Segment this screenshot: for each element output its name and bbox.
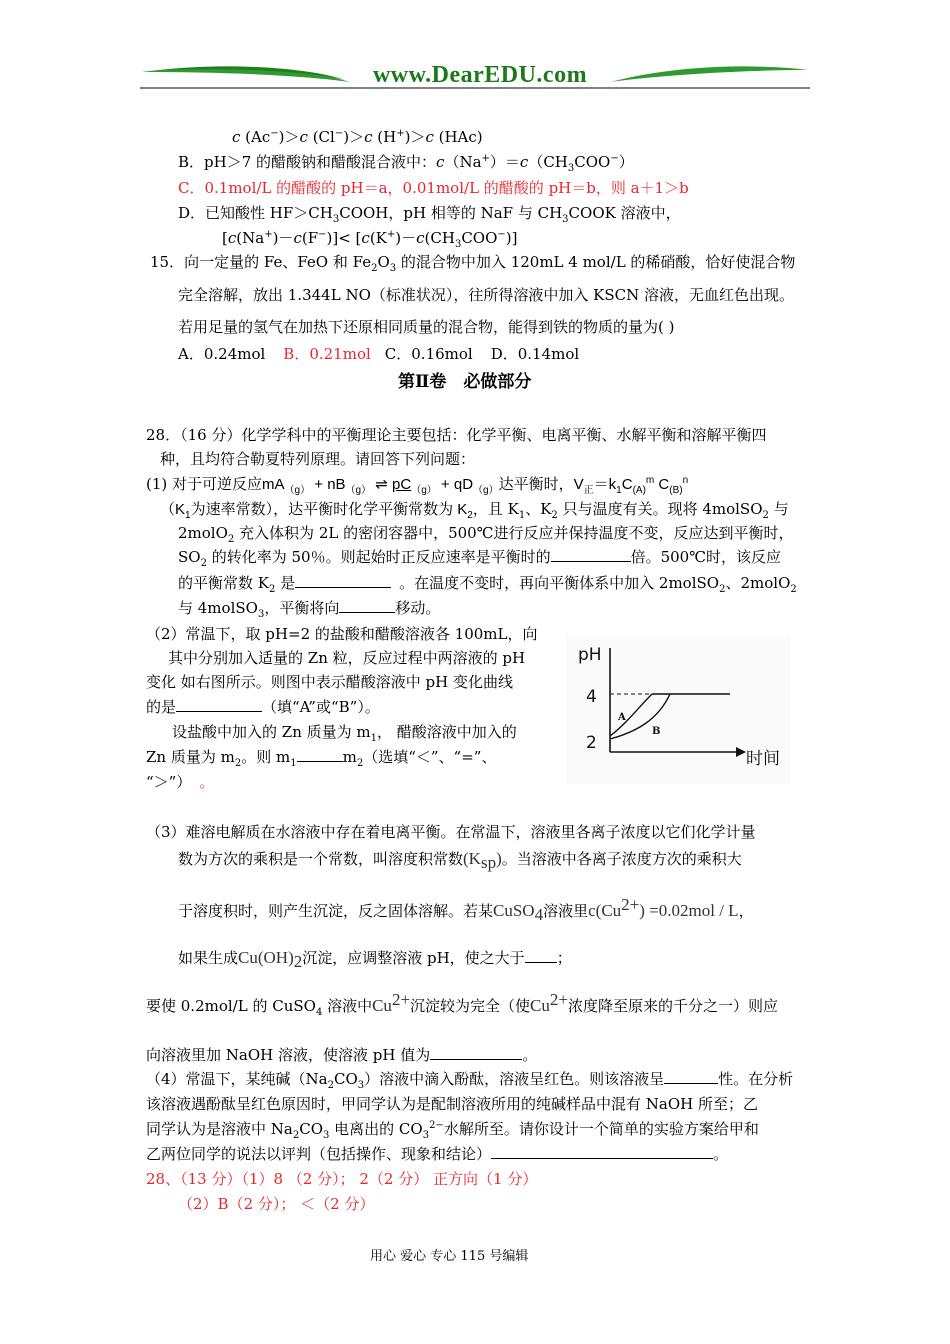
q28-p3-line1: （3）难溶电解质在水溶液中存在着电离平衡。在常温下，溶液里各离子浓度以它们化学计量 bbox=[146, 823, 756, 841]
site-logo-text: www.DearEDU.com bbox=[372, 62, 588, 88]
right-swoosh bbox=[610, 66, 808, 82]
y-tick-2: 2 bbox=[586, 733, 597, 753]
q15-option-c: C．0.16mol bbox=[384, 345, 473, 363]
x-axis-label: 时间 bbox=[746, 749, 780, 769]
q28-p2-line6: Zn 质量为 $m_2$。则 $m_1$ $m_2$（选填“＜”、“=”、 bbox=[146, 748, 497, 769]
y-axis-label: pH bbox=[578, 645, 602, 665]
q28-p1-line6: 与 4molSO$_3$，平衡将向 移动。 bbox=[178, 599, 441, 620]
q15-option-d: D．0.14mol bbox=[490, 345, 580, 363]
q28-p1-line1: (1) 对于可逆反应$mA_{(g)} + nB_{(g)}$ ⇌ $pC_{(g)} + qD_{(g)}$达平衡时，$V_正=k_1C_{(A)}^m$ $C_{(B)}^n$ bbox=[146, 475, 689, 496]
header-banner bbox=[140, 60, 810, 94]
q28-p3-line2: 数为方次的乘积是一个常数，叫溶度积常数$(K_{sp})$。当溶液中各离子浓度方次的乘积大 bbox=[178, 849, 742, 872]
blank-rate-ratio[interactable] bbox=[551, 547, 631, 562]
q28-p3-line5: 要使 0.2mol/L 的 CuSO$_4$ 溶液中$Cu^{2+}$沉淀较为完全（使$Cu^{2+}$浓度降至原来的千分之一）则应 bbox=[146, 990, 778, 1018]
curve-label-a: A bbox=[618, 712, 626, 723]
q15-line2: 完全溶解，放出 1.344L NO（标准状况），往所得溶液中加入 KSCN 溶液，无血红色出现。 bbox=[178, 286, 794, 304]
q28-p1-line2: （$K_1$为速率常数），达平衡时化学平衡常数为 $K_2$，且 $K_1$、$K_2$ 只与温度有关。现将 4molSO$_2$ 与 bbox=[160, 500, 789, 521]
q28-p3-line4: 如果生成$Cu(OH)_2$沉淀，应调整溶液 pH，使之大于 ； bbox=[178, 948, 572, 971]
q15-option-b: B．0.21mol bbox=[283, 345, 371, 363]
y-tick-4: 4 bbox=[586, 687, 597, 707]
blank-ph-min[interactable] bbox=[525, 948, 557, 963]
q14-option-b: B．pH＞7 的醋酸钠和醋酸混合液中：$c(Na^+)=c(CH_3COO^-)$ bbox=[178, 153, 634, 174]
blank-curve[interactable] bbox=[176, 697, 262, 712]
page-footer: 用心 爱心 专心 115 号编辑 bbox=[370, 1249, 529, 1264]
section-title: 第Ⅱ卷 必做部分 bbox=[398, 372, 532, 392]
ph-graph bbox=[566, 636, 790, 784]
q28-p4-line4: 乙两位同学的说法以评判（包括操作、现象和结论） 。 bbox=[146, 1145, 729, 1163]
curve-label-b: B bbox=[652, 726, 661, 737]
q28-p1-line5: 的平衡常数 $K_2$ 是 。在温度不变时，再向平衡体系中加入 2molSO$_2$、2molO$_2$ bbox=[178, 574, 797, 595]
q14-option-d-cont: $[c(Na^+)-c(F^-)]< [c(K^+)-c(CH_3COO^-)]$ bbox=[222, 229, 518, 250]
q28-p4-line3: 同学认为是溶液中 $Na_2CO_3$ 电离出的 $CO_3^{2-}$水解所至。请你设计一个简单的实验方案给甲和 bbox=[146, 1120, 759, 1141]
q28-p3-line6: 向溶液里加 NaOH 溶液，使溶液 pH 值为 。 bbox=[146, 1046, 538, 1064]
x-axis-arrow bbox=[736, 747, 746, 757]
q15-options bbox=[178, 344, 579, 364]
q28-p2-line1: （2）常温下，取 pH=2 的盐酸和醋酸溶液各 100mL，向 bbox=[146, 625, 538, 643]
q28-p4-line1: （4）常温下，某纯碱$(Na_2CO_3)$溶液中滴入酚酞，溶液呈红色。则该溶液呈 性。在分析 bbox=[146, 1070, 794, 1091]
curve-a bbox=[610, 694, 652, 736]
q14-option-c: C．0.1mol/L 的醋酸的 pH＝a，0.01mol/L 的醋酸的 pH＝b，则 a＋1＞b bbox=[178, 179, 689, 197]
q15-line3: 若用足量的氢气在加热下还原相同质量的混合物，能得到铁的物质的量为( ) bbox=[178, 318, 675, 336]
blank-mass-compare[interactable] bbox=[297, 747, 343, 762]
q28-p2-line7: “＞”） 。 bbox=[146, 773, 215, 791]
blank-shift-direction[interactable] bbox=[339, 598, 395, 613]
blank-experiment[interactable] bbox=[491, 1144, 713, 1159]
q28-p2-line5: 设盐酸中加入的 Zn 质量为 $m_1$， 醋酸溶液中加入的 bbox=[172, 723, 517, 744]
q15-line1: 15．向一定量的 Fe、FeO 和 $Fe_2O_3$ 的混合物中加入 120mL 4 mol/L 的稀硝酸，恰好使混合物 bbox=[150, 253, 796, 274]
q28-intro-1: 28．（16 分）化学学科中的平衡理论主要包括：化学平衡、电离平衡、水解平衡和溶解平衡四 bbox=[146, 426, 767, 444]
ph-graph-svg bbox=[566, 636, 790, 784]
q14-a-cont: c (Ac−)＞c (Cl−)＞c (H+)＞c (HAc) bbox=[232, 128, 483, 146]
q28-p1-line4: $SO_2$ 的转化率为 50％。则起始时正反应速率是平衡时的 倍。500℃时，该反应 bbox=[178, 548, 782, 569]
q28-p1-line3: 2molO$_2$ 充入体积为 2L 的密闭容器中，500℃进行反应并保持温度不变，反应达到平衡时， bbox=[178, 524, 794, 545]
q28-p2-line3: 变化 如右图所示。则图中表示醋酸溶液中 pH 变化曲线 bbox=[146, 673, 513, 691]
q28-intro-2: 种，且均符合勒夏特列原理。请回答下列问题： bbox=[160, 450, 476, 468]
q28-p2-line2: 其中分别加入适量的 Zn 粒，反应过程中两溶液的 pH bbox=[168, 649, 526, 667]
blank-k2[interactable] bbox=[295, 573, 391, 588]
q28-p4-line2: 该溶液遇酚酞呈红色原因时，甲同学认为是配制溶液所用的纯碱样品中混有 NaOH 所至；乙 bbox=[146, 1095, 758, 1113]
q28-p2-line4: 的是 （填“A”或“B”）。 bbox=[146, 698, 380, 716]
q14-option-d: D．已知酸性 $HF>CH_3COOH$，pH 相等的 NaF 与 $CH_3COOK$ 溶液中， bbox=[178, 204, 681, 225]
q15-option-a: A．0.24mol bbox=[178, 345, 266, 363]
answer-line-1: 28、（13 分）（1）8 （2 分）； 2（2 分） 正方向（1 分） bbox=[146, 1170, 538, 1188]
blank-acid-base[interactable] bbox=[664, 1069, 718, 1084]
q28-p3-line3: 于溶度积时，则产生沉淀，反之固体溶解。若某CuSO$_4$溶液里$c(Cu^{2+}) =0.02mol / L$， bbox=[178, 895, 754, 924]
answer-line-2: （2）B（2 分）； ＜（2 分） bbox=[178, 1195, 375, 1213]
blank-ph-value[interactable] bbox=[430, 1045, 522, 1060]
